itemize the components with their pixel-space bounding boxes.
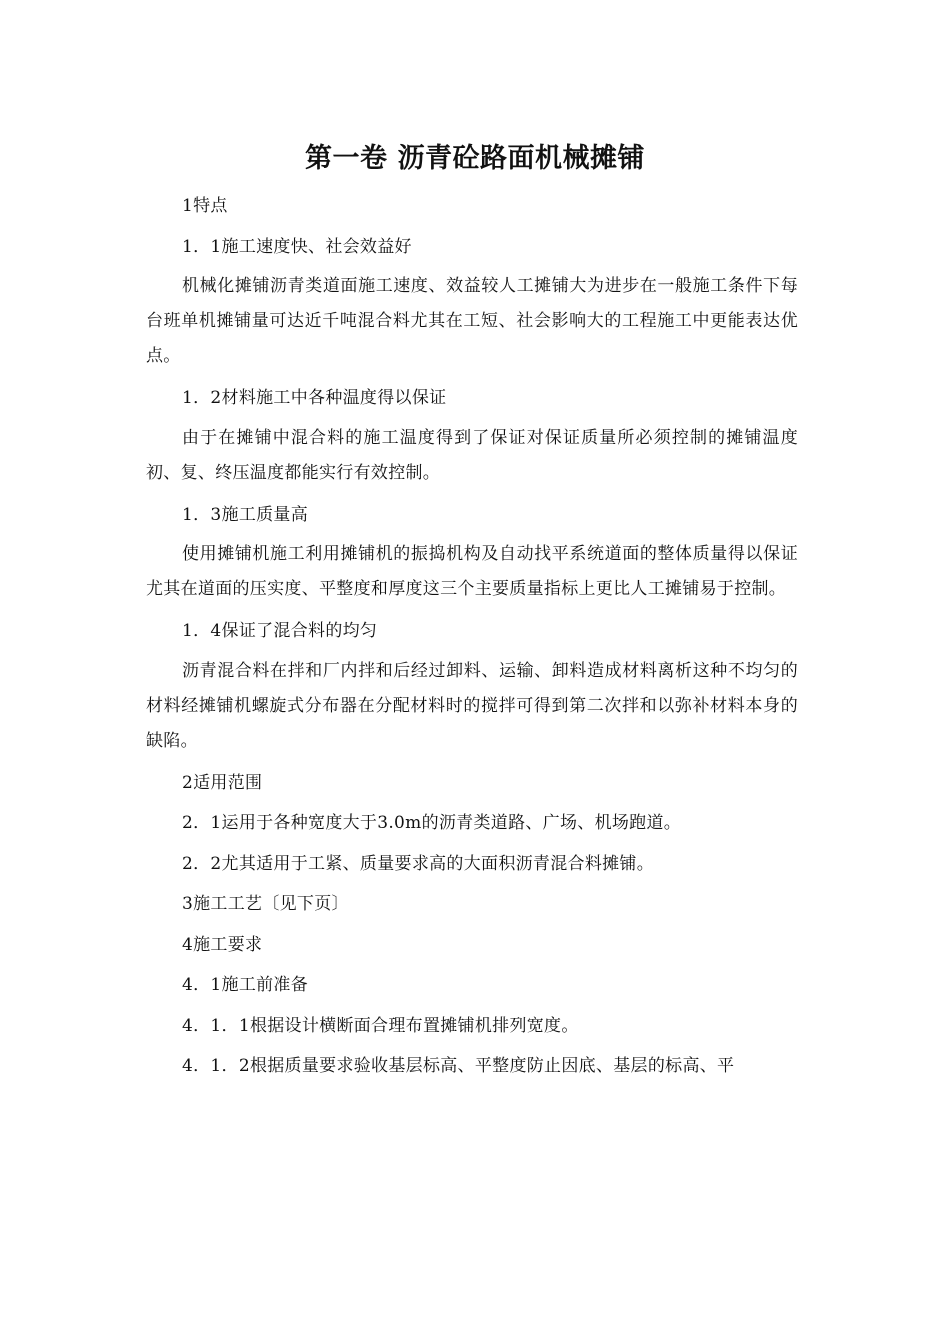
- subsection-heading: 2．2尤其适用于工紧、质量要求高的大面积沥青混合料摊铺。: [182, 853, 655, 874]
- subsection-heading: 4．1．1根据设计横断面合理布置摊铺机排列宽度。: [182, 1015, 579, 1036]
- subsection-heading: 4．1施工前准备: [182, 975, 309, 995]
- subsection-heading: 2．1运用于各种宽度大于3.0m的沥青类道路、广场、机场跑道。: [182, 813, 682, 833]
- section-heading: 4施工要求: [182, 934, 263, 955]
- document-title: 第一卷 沥青砼路面机械摊铺: [305, 143, 645, 174]
- body-paragraph: 使用摊铺机施工利用摊铺机的振捣机构及自动找平系统道面的整体质量得以保证尤其在道面的压实度、平整度和厚度这三个主要质量指标上更比人工摊铺易于控制。: [146, 544, 798, 599]
- subsection-heading: 1．2材料施工中各种温度得以保证: [182, 388, 447, 408]
- body-paragraph: 沥青混合料在拌和厂内拌和后经过卸料、运输、卸料造成材料离析这种不均匀的材料经摊铺机螺旋式分布器在分配材料时的搅拌可得到第二次拌和以弥补材料本身的缺陷。: [146, 660, 798, 751]
- subsection-heading: 1．3施工质量高: [182, 504, 309, 525]
- subsection-heading: 4．1．2根据质量要求验收基层标高、平整度防止因底、基层的标高、平: [182, 1056, 735, 1076]
- section-heading: 2适用范围: [182, 772, 263, 793]
- subsection-heading: 1．4保证了混合料的均匀: [182, 621, 378, 641]
- subsection-heading: 1．1施工速度快、社会效益好: [182, 236, 412, 257]
- body-paragraph: 机械化摊铺沥青类道面施工速度、效益较人工摊铺大为进步在一般施工条件下每台班单机摊铺量可达近千吨混合料尤其在工短、社会影响大的工程施工中更能表达优点。: [146, 276, 798, 366]
- section-heading: 1特点: [182, 196, 228, 216]
- document-body: [146, 186, 798, 1087]
- section-heading: 3施工工艺〔见下页〕: [182, 894, 349, 914]
- body-paragraph: 由于在摊铺中混合料的施工温度得到了保证对保证质量所必须控制的摊铺温度初、复、终压温度都能实行有效控制。: [146, 427, 798, 483]
